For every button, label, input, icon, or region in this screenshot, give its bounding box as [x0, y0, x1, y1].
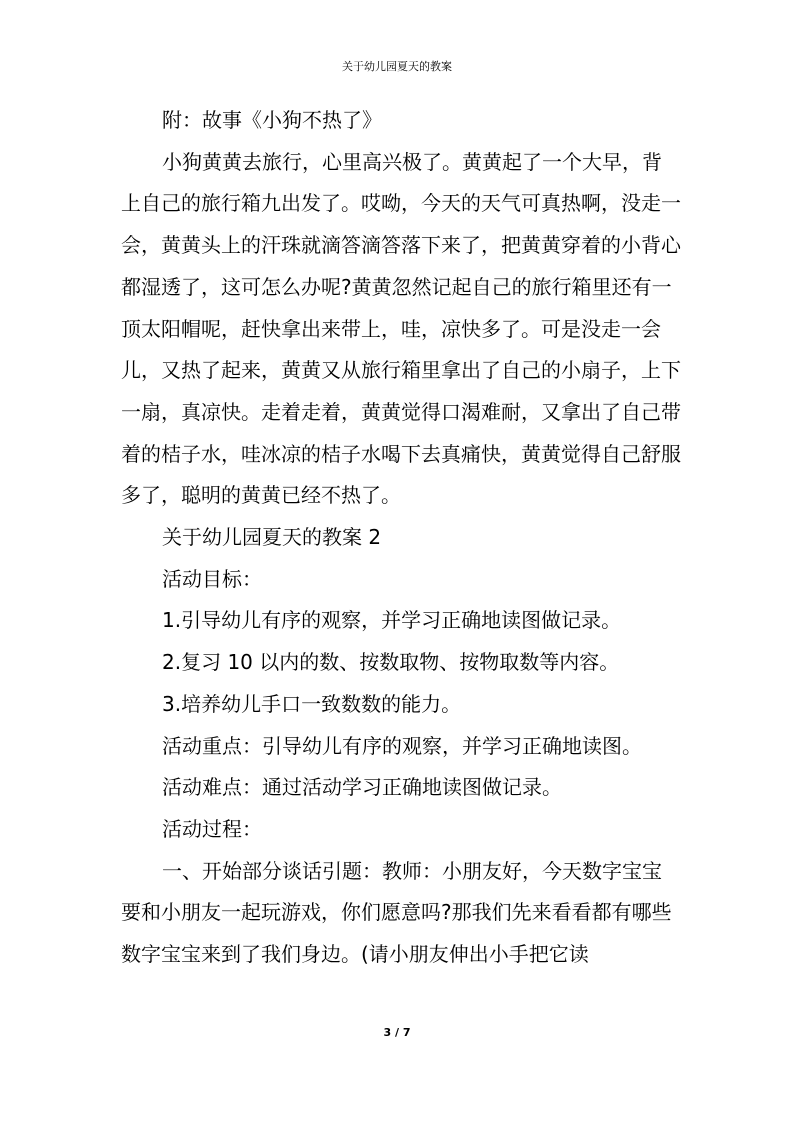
story-title: 附：故事《小狗不热了》	[162, 108, 382, 132]
goals-heading: 活动目标：	[162, 566, 262, 591]
document-body	[121, 100, 681, 976]
key-point: 活动重点：引导幼儿有序的观察，并学习正确地读图。	[162, 733, 642, 758]
process-heading: 活动过程：	[162, 816, 262, 841]
difficulty-point: 活动难点：通过活动学习正确地读图做记录。	[162, 775, 562, 800]
goal-item-3: 3.培养幼儿手口一致数数的能力。	[162, 691, 462, 716]
page-header: 关于幼儿园夏天的教案	[342, 60, 452, 73]
page-number: 3 / 7	[383, 1026, 411, 1039]
story-paragraph: 小狗黄黄去旅行，心里高兴极了。黄黄起了一个大早，背上自己的旅行箱九出发了。哎呦，今天的天气可真热啊，没走一会，黄黄头上的汗珠就滴答滴答落下来了，把黄黄穿着的小背心都湿透了，这可怎么办呢?黄黄忽然记起自己的旅行箱里还有一顶太阳帽呢，赶快拿出来带上，哇，凉快多了。可是没走一会儿，又热了起来，黄黄又从旅行箱里拿出了自己的小扇子，上下一扇，真凉快。走着走着，黄黄觉得口渴难耐，又拿出了自己带着的桔子水，哇冰凉的桔子水喝下去真痛快，黄黄觉得自己舒服多了，聪明的黄黄已经不热了。	[121, 149, 681, 508]
process-paragraph: 一、开始部分谈话引题：教师：小朋友好，今天数字宝宝要和小朋友一起玩游戏，你们愿意吗?那我们先来看看都有哪些数字宝宝来到了我们身边。(请小朋友伸出小手把它读	[121, 858, 672, 967]
section-title: 关于幼儿园夏天的教案 2	[162, 525, 382, 550]
goal-item-1: 1.引导幼儿有序的观察，并学习正确地读图做记录。	[162, 608, 622, 633]
goal-item-2: 2.复习 10 以内的数、按数取物、按物取数等内容。	[162, 650, 620, 675]
